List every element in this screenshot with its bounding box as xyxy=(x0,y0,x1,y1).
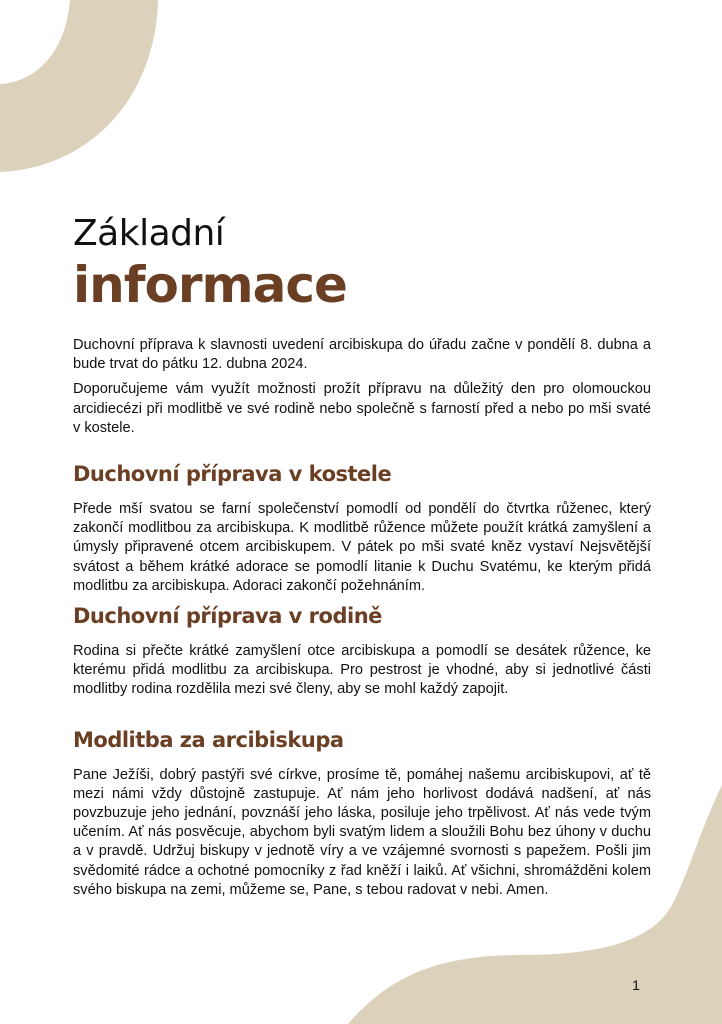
section-text-rodina: Rodina si přečte krátké zamyšlení otce arcibiskupa a pomodlí se desátek růžence, ke kterému přidá modlitbu za arcibiskupa. Pro pestrost je vhodné, aby si jednotlivé části modlitby rodina rozdělila mezi své členy, aby se mohl každý zapojit. xyxy=(73,643,651,698)
page-title-line2: informace xyxy=(73,256,347,314)
intro-paragraph-1: Duchovní příprava k slavnosti uvedení arcibiskupa do úřadu začne v pondělí 8. dubna a bude trvat do pátku 12. dubna 2024. xyxy=(73,337,651,373)
section-heading-kostel: Duchovní příprava v kostele xyxy=(73,462,392,487)
section-heading-modlitba: Modlitba za arcibiskupa xyxy=(73,727,344,752)
top-left-corner-shape xyxy=(0,0,158,172)
page-title-line1: Základní xyxy=(73,213,225,254)
prayer-text: Pane Ježíši, dobrý pastýři své církve, prosíme tě, pomáhej našemu arcibiskupovi, ať tě mezi námi vždy důstojně zastupuje. Ať nám jeho horlivost dodává nadšení, ať nás povzbuzuje jeho jednání, povznáší jeho láska, posiluje jeho trpělivost. Ať nás vede tvým učením. Ať nás posvěcuje, abychom byli svatým lidem a sloužili Bohu bez úhony v duchu a v pravdě. Udržuj biskupy v jednotě víry a ve vzájemné svornosti s papežem. Pošli jim svědomité rádce a ochotné pomocníky z řad kněží i laiků. Ať všichni, shromážděni kolem svého biskupa na zemi, můžeme se, Pane, s tebou radovat v nebi. Amen. xyxy=(73,766,651,898)
document-body xyxy=(73,212,651,906)
intro-paragraph-2: Doporučujeme vám využít možnosti prožít přípravu na důležitý den pro olomouckou arcidiecézi při modlitbě ve své rodině nebo společně s farností před a nebo po mši svaté v kostele. xyxy=(73,381,651,436)
section-text-kostel: Přede mší svatou se farní společenství pomodlí od pondělí do čtvrtka růženec, který zakončí modlitbou za arcibiskupa. K modlitbě růžence můžete použít krátká zamyšlení a úmysly připravené otcem arcibiskupem. V pátek po mši svaté kněz vystaví Nejsvětější svátost a během krátké adorace se pomodlí litanie k Duchu Svatému, ke kterým přidá modlitbu za arcibiskupa. Adoraci zakončí požehnáním. xyxy=(73,501,651,594)
page-number: 1 xyxy=(632,977,640,993)
section-heading-rodina: Duchovní příprava v rodině xyxy=(73,604,382,629)
